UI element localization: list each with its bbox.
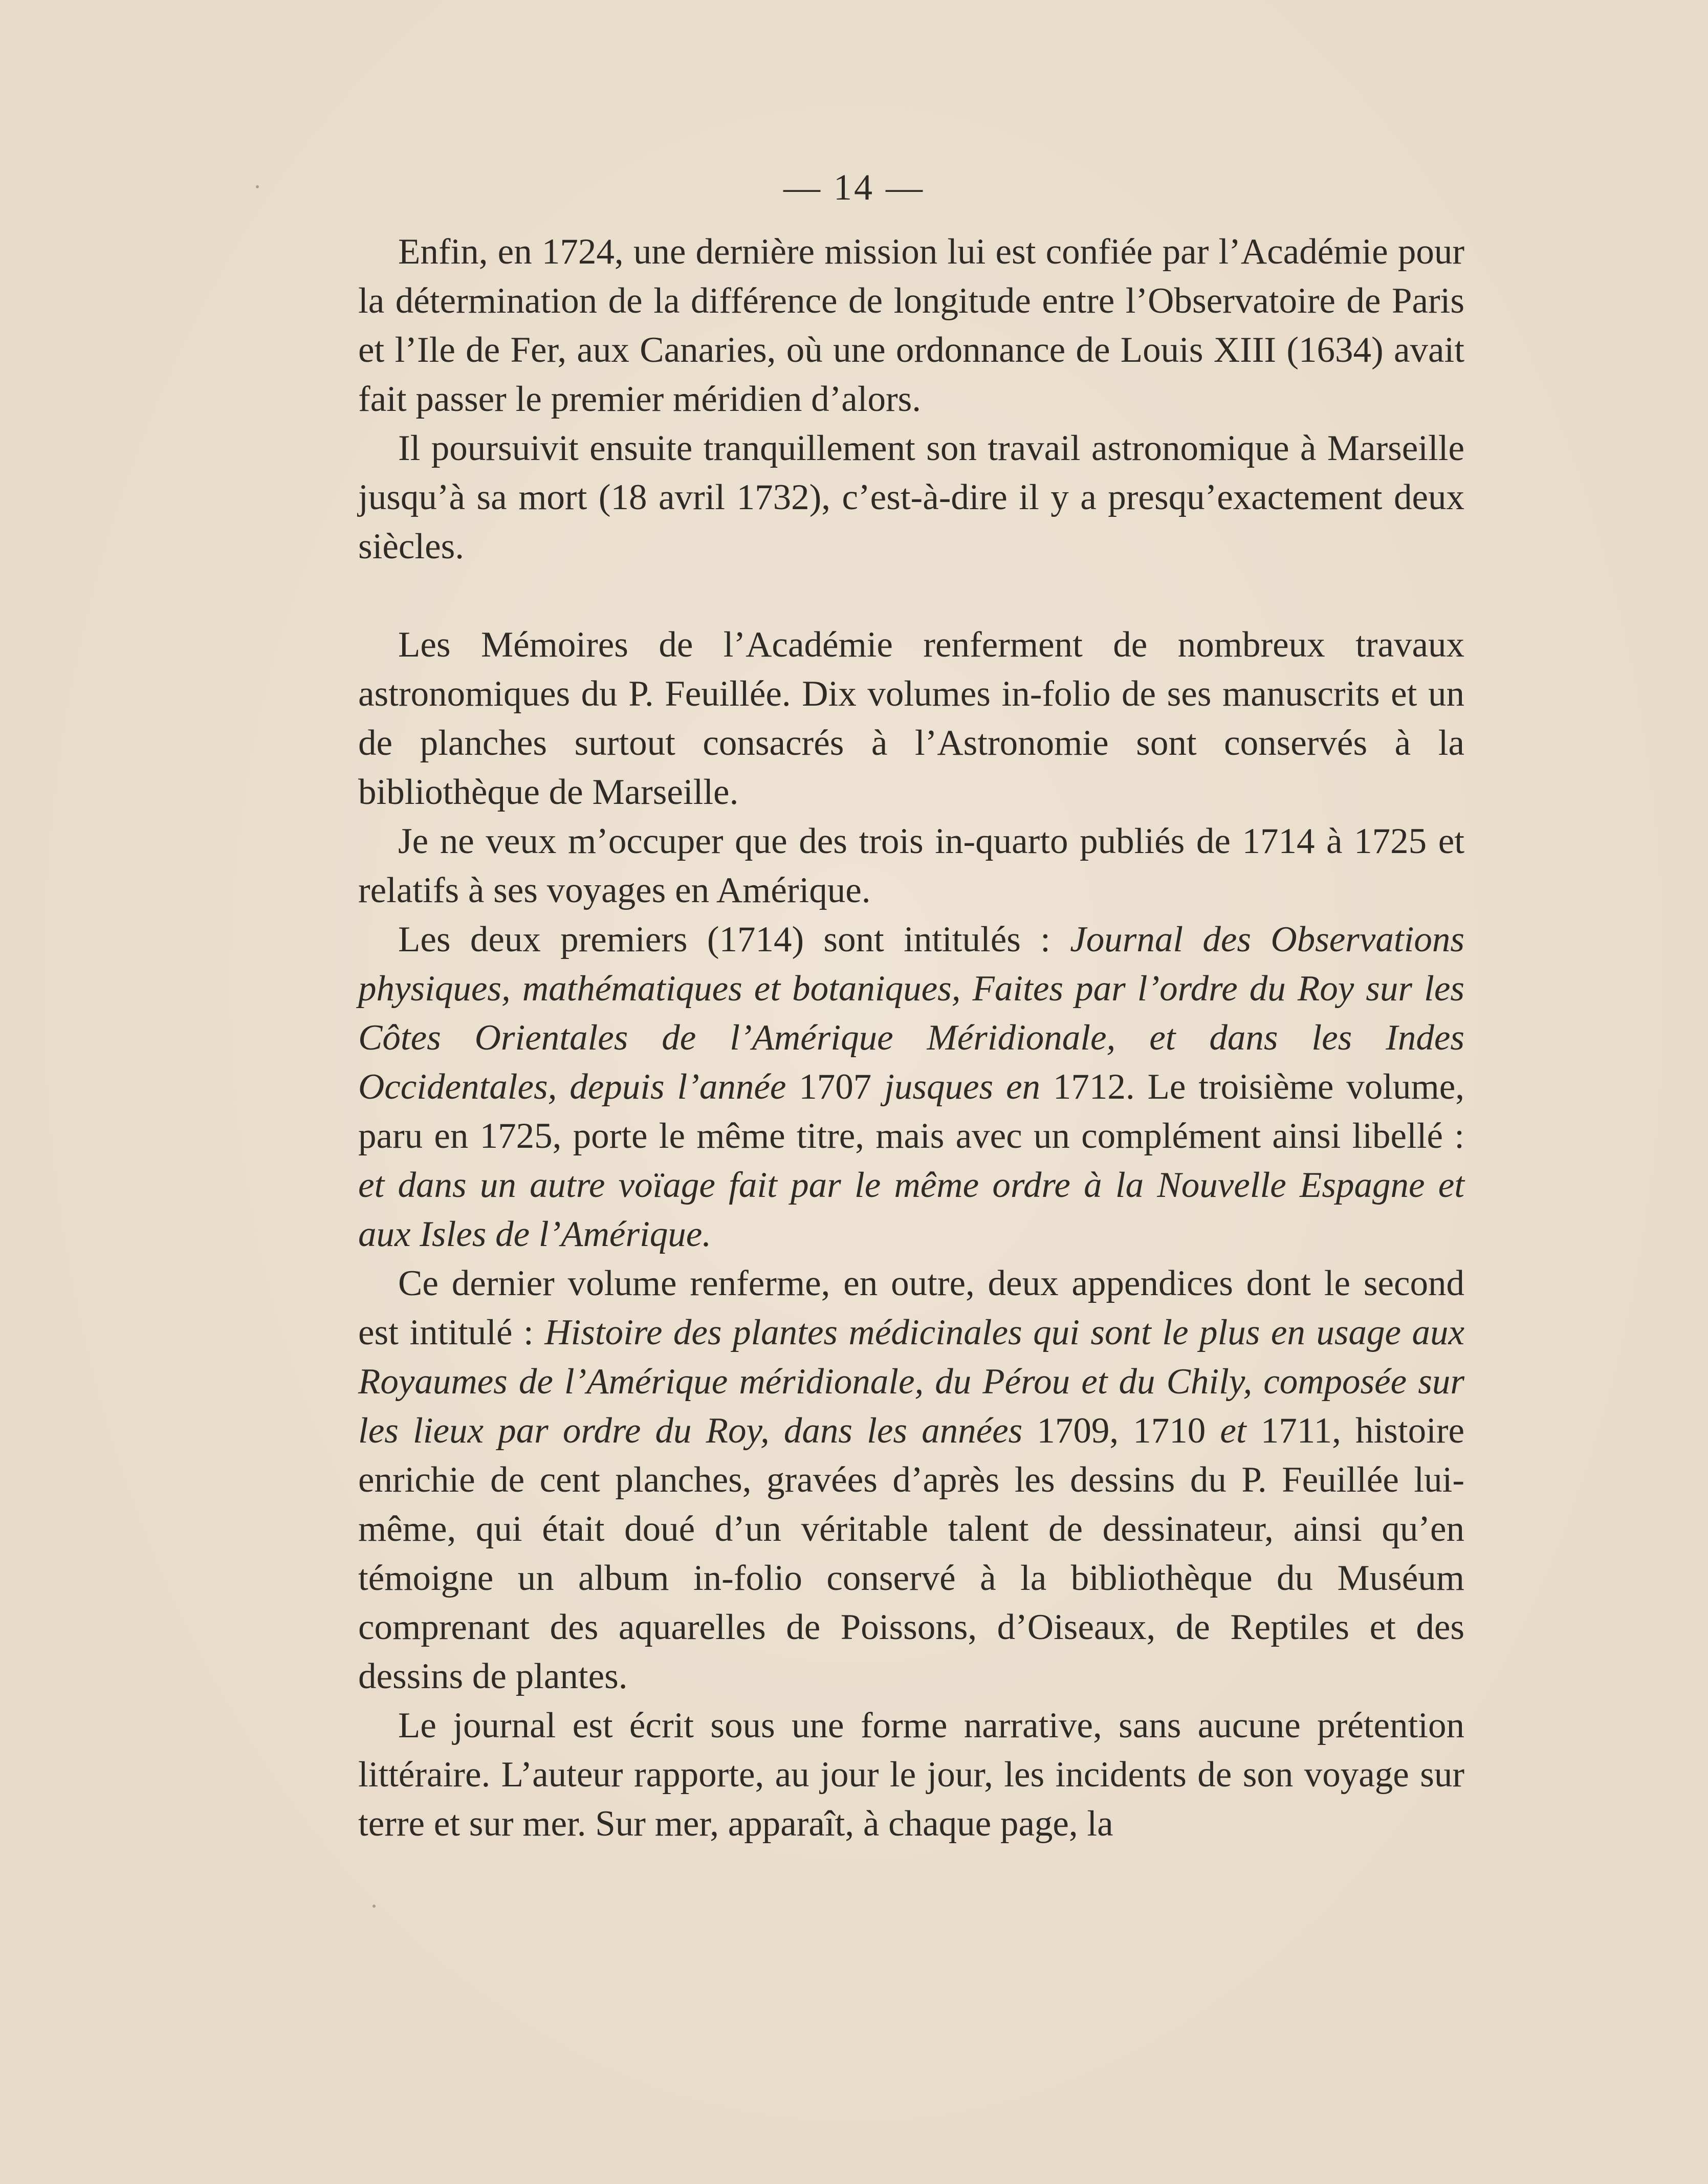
- paragraph: [358, 915, 1464, 1259]
- italic-text-run: Journal des Observations physiques, mathématiques et botaniques, Faites par l’ordre du Roy sur les Côtes Orientales de l’Amérique Méridionale, et dans les Indes Occidentales, depuis l’année: [358, 920, 1464, 1107]
- text-run: 1707: [786, 1067, 885, 1107]
- text-run: Il poursuivit ensuite tranquillement son travail astronomique à Marseille jusqu’à sa mort (18 avril 1732), c’est-à-dire il y a presqu’exactement deux siècles.: [358, 428, 1464, 566]
- text-run: 1712. Le troisième volume, paru en 1725, porte le même titre, mais avec un complément ainsi libellé :: [358, 1067, 1465, 1156]
- paragraph: [358, 817, 1464, 915]
- page-number: — 14 —: [783, 167, 925, 208]
- body-text: [358, 227, 1464, 1848]
- italic-text-run: Histoire des plantes médicinales qui sont le plus en usage aux Royaumes de l’Amérique méridionale, du Pérou et du Chily, composée sur les lieux par ordre du Roy, dans les années: [358, 1313, 1464, 1451]
- italic-text-run: jusques en: [884, 1067, 1041, 1107]
- text-run: Les Mémoires de l’Académie renferment de nombreux travaux astronomiques du P. Feuillée. Dix volumes in-folio de ses manuscrits et un de planches surtout consacrés à l’Astronomie sont conservés à la bibliothèque de Marseille.: [358, 625, 1464, 812]
- text-run: Les deux premiers (1714) sont intitulés :: [398, 920, 1070, 959]
- paragraph: [358, 424, 1464, 571]
- text-run: Ce dernier volume renferme, en outre, deux appendices dont le second est intitulé :: [358, 1263, 1464, 1352]
- text-run: Enfin, en 1724, une dernière mission lui est confiée par l’Académie pour la détermination de la différence de longitude entre l’Observatoire de Paris et l’Ile de Fer, aux Canaries, où une ordonnance de Louis XIII (1634) avait fait passer le premier méridien d’alors.: [358, 232, 1464, 419]
- paragraph: [358, 620, 1464, 817]
- text-run: 1711, histoire enrichie de cent planches, gravées d’après les dessins du P. Feuillée lui-même, qui était doué d’un véritable talent de dessinateur, ainsi qu’en témoigne un album in-folio conservé à la bibliothèque du Muséum comprenant des aquarelles de Poissons, d’Oiseaux, de Reptiles et des dessins de plantes.: [358, 1411, 1464, 1696]
- paper-speck: [373, 1905, 376, 1908]
- paragraph: [358, 227, 1464, 424]
- text-run: Le journal est écrit sous une forme narrative, sans aucune prétention littéraire. L’auteur rapporte, au jour le jour, les incidents de son voyage sur terre et sur mer. Sur mer, apparaît, à chaque page, la: [358, 1706, 1464, 1844]
- paragraph: [358, 1259, 1464, 1701]
- text-run: 1709, 1710: [1022, 1411, 1220, 1451]
- italic-text-run: et dans un autre voïage fait par le même ordre à la Nouvelle Espagne et aux Isles de l’Amérique.: [358, 1165, 1464, 1254]
- paragraph: [358, 1701, 1464, 1848]
- italic-text-run: et: [1220, 1411, 1246, 1451]
- text-run: Je ne veux m’occuper que des trois in-quarto publiés de 1714 à 1725 et relatifs à ses voyages en Amérique.: [358, 821, 1464, 910]
